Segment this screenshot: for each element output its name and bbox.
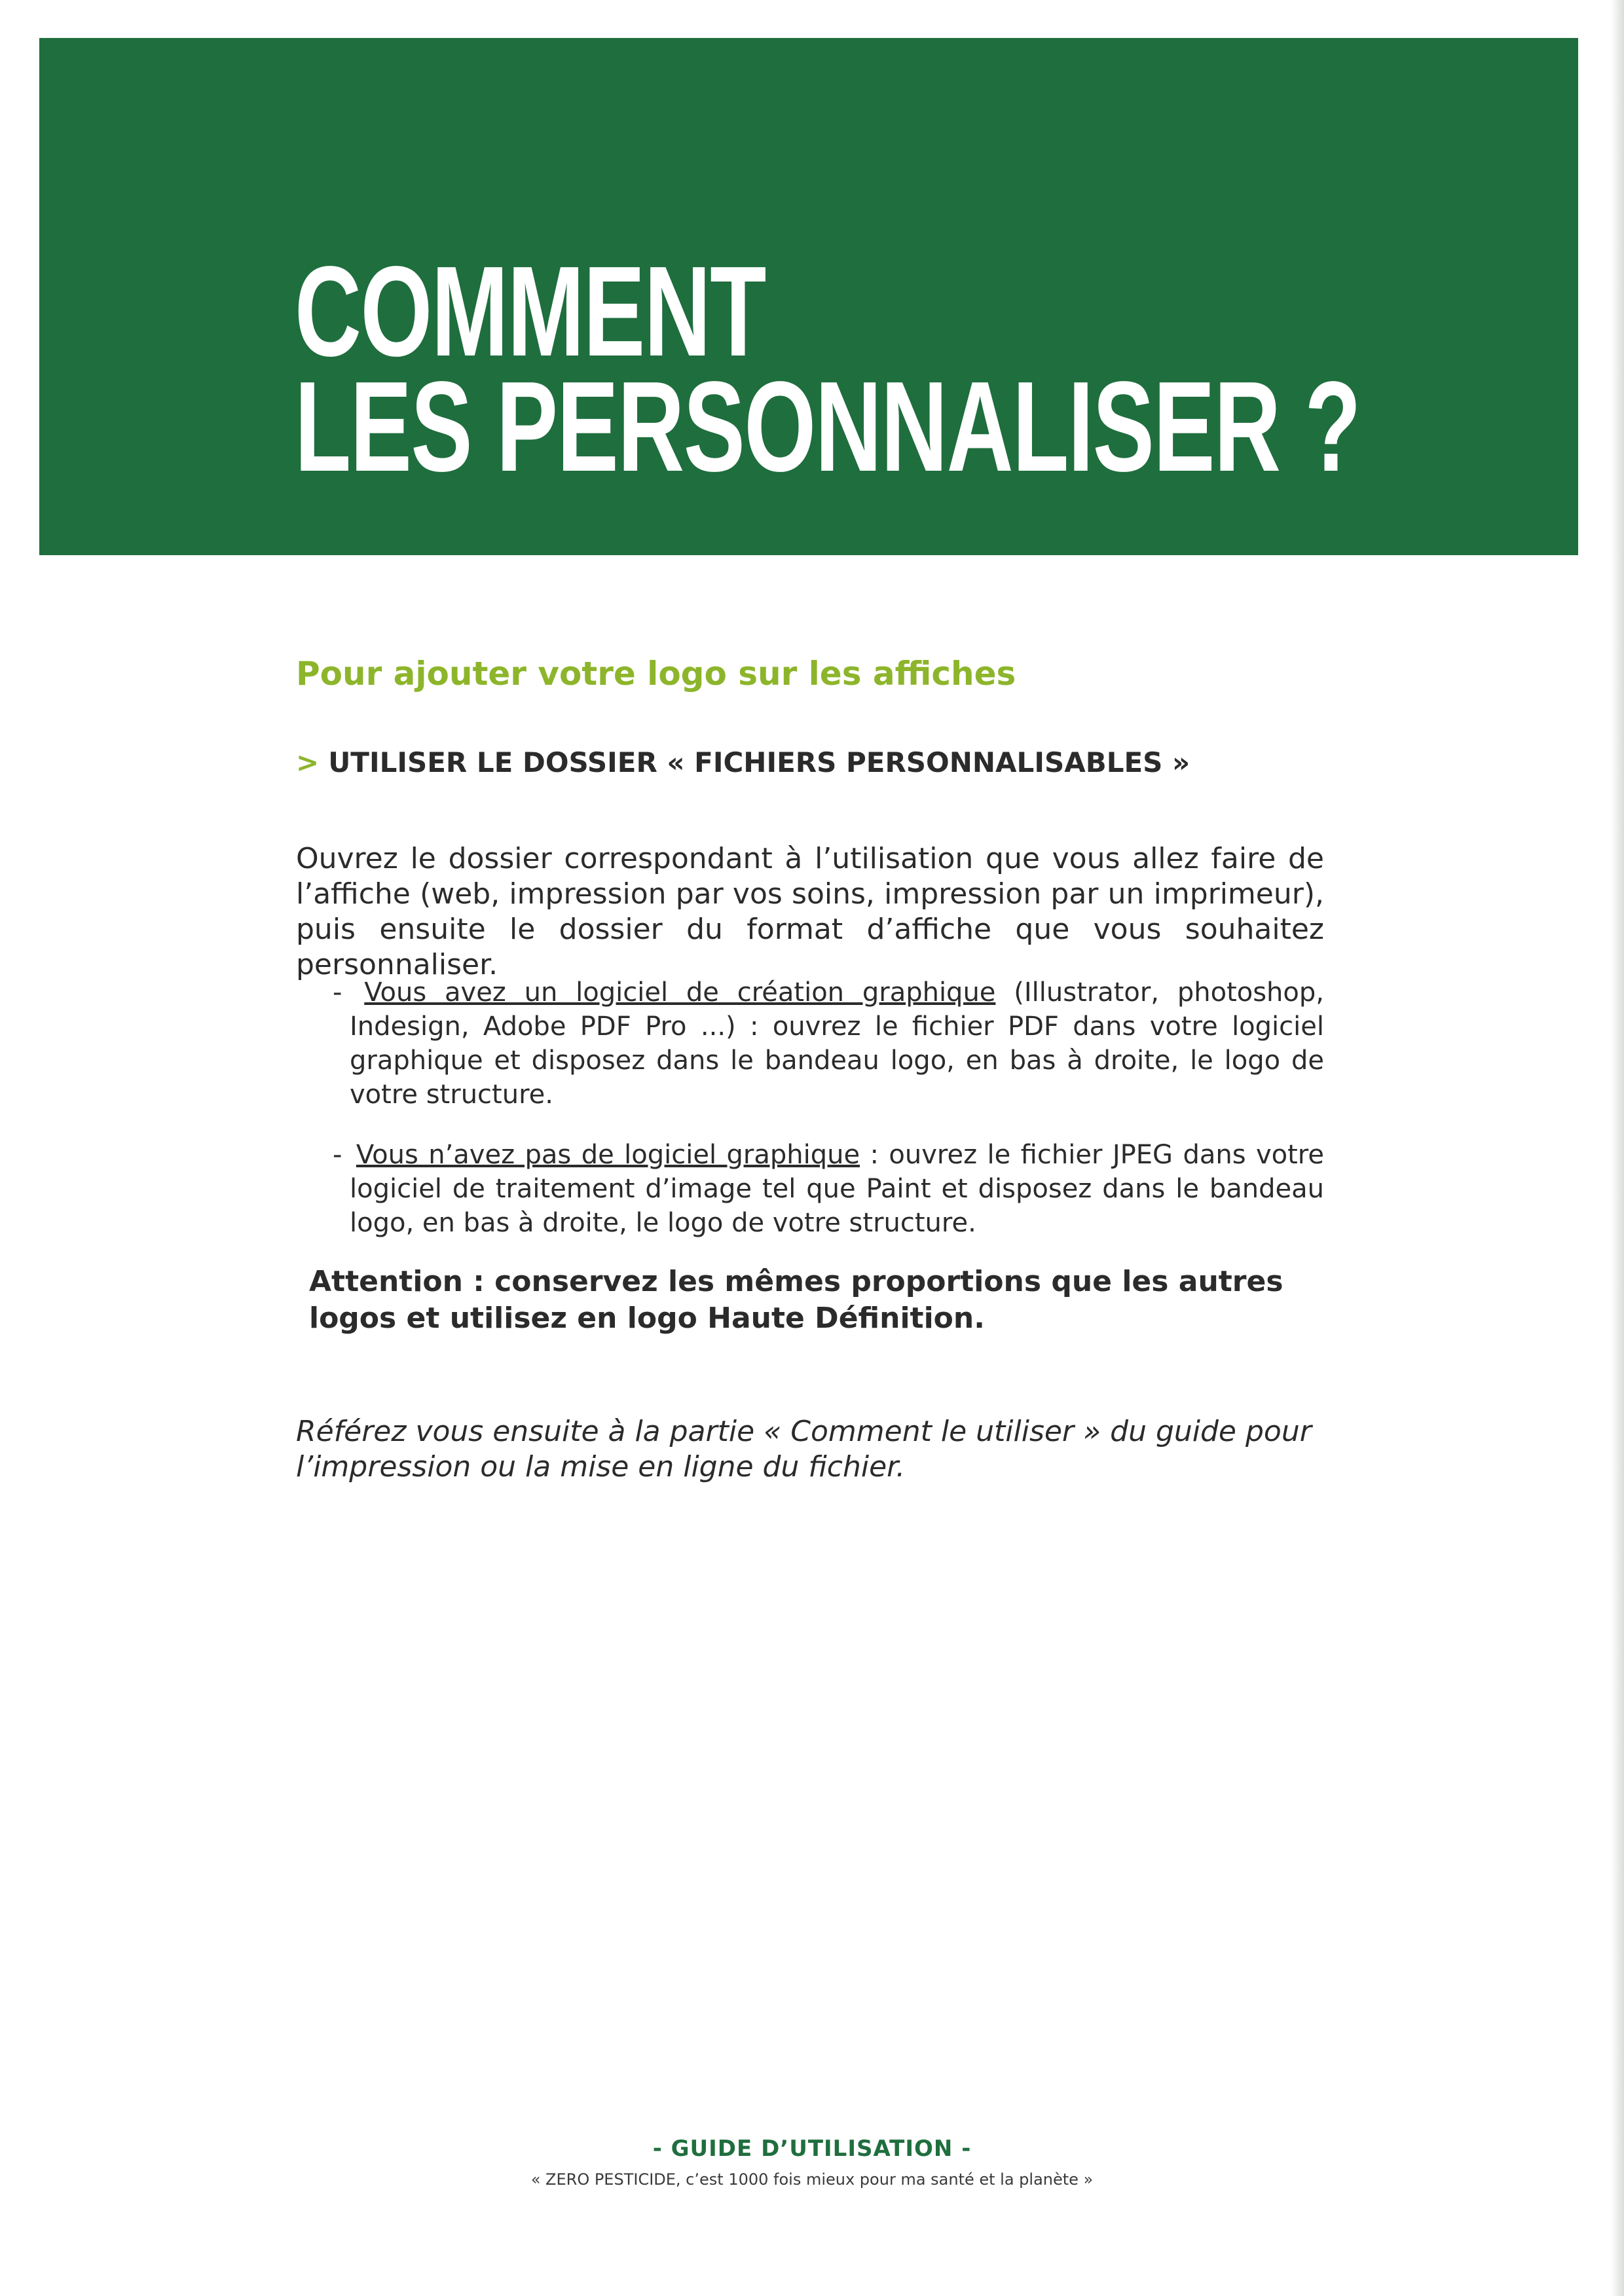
step-label: UTILISER LE DOSSIER « FICHIERS PERSONNALISABLES » xyxy=(328,746,1190,778)
list-item xyxy=(333,975,1324,1112)
page-title xyxy=(295,240,1361,498)
page-title-line-2: LES PERSONNALISER ? xyxy=(295,355,1361,498)
title-banner xyxy=(39,38,1578,555)
bullet-dash: - xyxy=(333,977,342,1008)
bullet-dash: - xyxy=(333,1140,342,1170)
bullet-lead: Vous avez un logiciel de création graphique xyxy=(364,977,996,1008)
attention-note: Attention : conservez les mêmes proportions que les autres logos et utilisez en logo Haute Définition. xyxy=(309,1265,1283,1335)
reference-note: Référez vous ensuite à la partie « Comment le utiliser » du guide pour l’impression ou la mise en ligne du fichier. xyxy=(296,1415,1312,1484)
bullet-list xyxy=(333,975,1324,1266)
bullet-text: : ouvrez le fichier JPEG dans votre logiciel de traitement d’image tel que Paint et disposez dans le bandeau logo, en bas à droite, le logo de votre structure. xyxy=(350,1140,1324,1238)
section-subtitle: Pour ajouter votre logo sur les affiches xyxy=(296,655,1016,693)
page-title-line-1: COMMENT xyxy=(295,240,766,383)
intro-paragraph: Ouvrez le dossier correspondant à l’utilisation que vous allez faire de l’affiche (web, impression par vos soins, impression par un imprimeur), puis ensuite le dossier du format d’affiche que vous souhaitez personnaliser. xyxy=(296,842,1324,981)
bullet-lead: Vous n’avez pas de logiciel graphique xyxy=(356,1140,860,1170)
bullet-text: (Illustrator, photoshop, Indesign, Adobe PDF Pro ...) : ouvrez le fichier PDF dans votre logiciel graphique et disposez dans le bandeau logo, en bas à droite, le logo de votre structure. xyxy=(350,977,1324,1110)
list-item xyxy=(333,1138,1324,1240)
step-heading xyxy=(296,746,1190,778)
footer-tagline: « ZERO PESTICIDE, c’est 1000 fois mieux pour ma santé et la planète » xyxy=(530,2170,1094,2189)
scan-edge xyxy=(1611,0,1624,2296)
step-arrow: > xyxy=(296,746,320,778)
footer-title: - GUIDE D’UTILISATION - xyxy=(652,2136,972,2162)
